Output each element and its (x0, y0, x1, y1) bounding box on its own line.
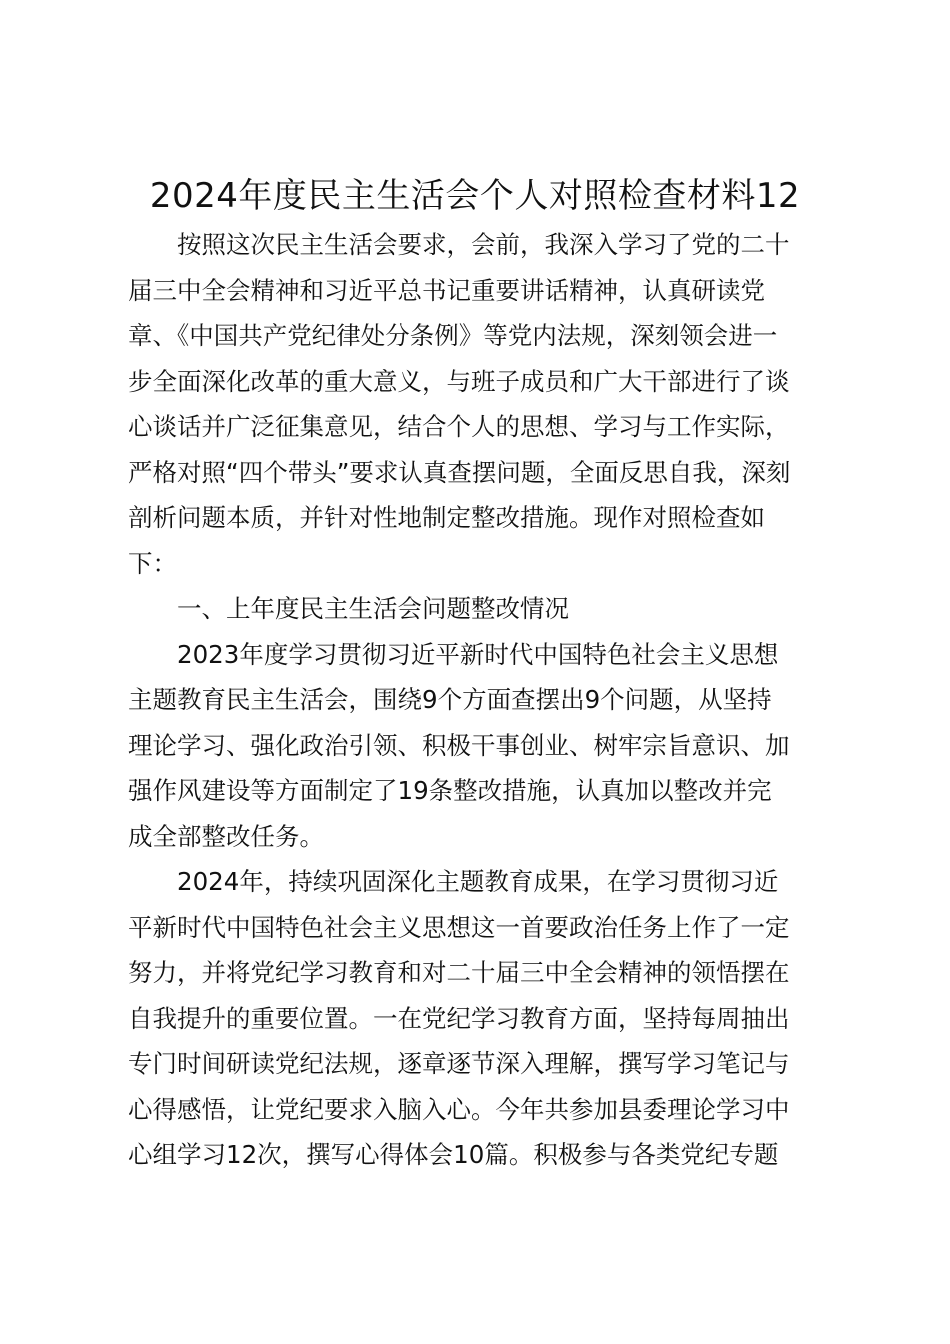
text-line: 2024年，持续巩固深化主题教育成果，在学习贯彻习近 (177, 867, 779, 896)
text-line: 心谈话并广泛征集意见，结合个人的思想、学习与工作实际， (128, 412, 790, 441)
text-line: 2023年度学习贯彻习近平新时代中国特色社会主义思想 (177, 639, 779, 669)
text-line: 心组学习12次，撰写心得体会10篇。积极参与各类党纪专题 (128, 1140, 779, 1169)
text-line: 一、上年度民主生活会问题整改情况 (177, 594, 569, 623)
text-line: 理论学习、强化政治引领、积极干事创业、树牢宗旨意识、加 (128, 730, 790, 760)
text-line: 剖析问题本质，并针对性地制定整改措施。现作对照检查如 (128, 503, 765, 532)
text-line: 主题教育民主生活会，围绕9个方面查摆出9个问题，从坚持 (128, 685, 772, 714)
text-line: 章、《中国共产党纪律处分条例》等党内法规，深刻领会进一 (128, 321, 778, 350)
document-title: 2024年度民主生活会个人对照检查材料12 (149, 176, 801, 216)
text-line: 按照这次民主生活会要求，会前，我深入学习了党的二十 (177, 230, 790, 259)
text-line: 心得感悟，让党纪要求入脑入心。今年共参加县委理论学习中 (128, 1094, 790, 1124)
text-line: 专门时间研读党纪法规，逐章逐节深入理解，撰写学习笔记与 (128, 1049, 790, 1078)
text-line: 自我提升的重要位置。一在党纪学习教育方面，坚持每周抽出 (128, 1003, 790, 1033)
text-line: 成全部整改任务。 (128, 821, 324, 851)
text-line: 步全面深化改革的重大意义，与班子成员和广大干部进行了谈 (128, 366, 790, 396)
text-line: 努力，并将党纪学习教育和对二十届三中全会精神的领悟摆在 (128, 958, 790, 987)
document-body (128, 222, 828, 1178)
text-line: 平新时代中国特色社会主义思想这一首要政治任务上作了一定 (128, 912, 790, 942)
text-line: 届三中全会精神和习近平总书记重要讲话精神，认真研读党 (128, 275, 765, 305)
text-line: 下： (128, 548, 177, 578)
text-line: 严格对照“四个带头”要求认真查摆问题，全面反思自我，深刻 (128, 457, 791, 487)
text-line: 强作风建设等方面制定了19条整改措施，认真加以整改并完 (128, 776, 772, 805)
